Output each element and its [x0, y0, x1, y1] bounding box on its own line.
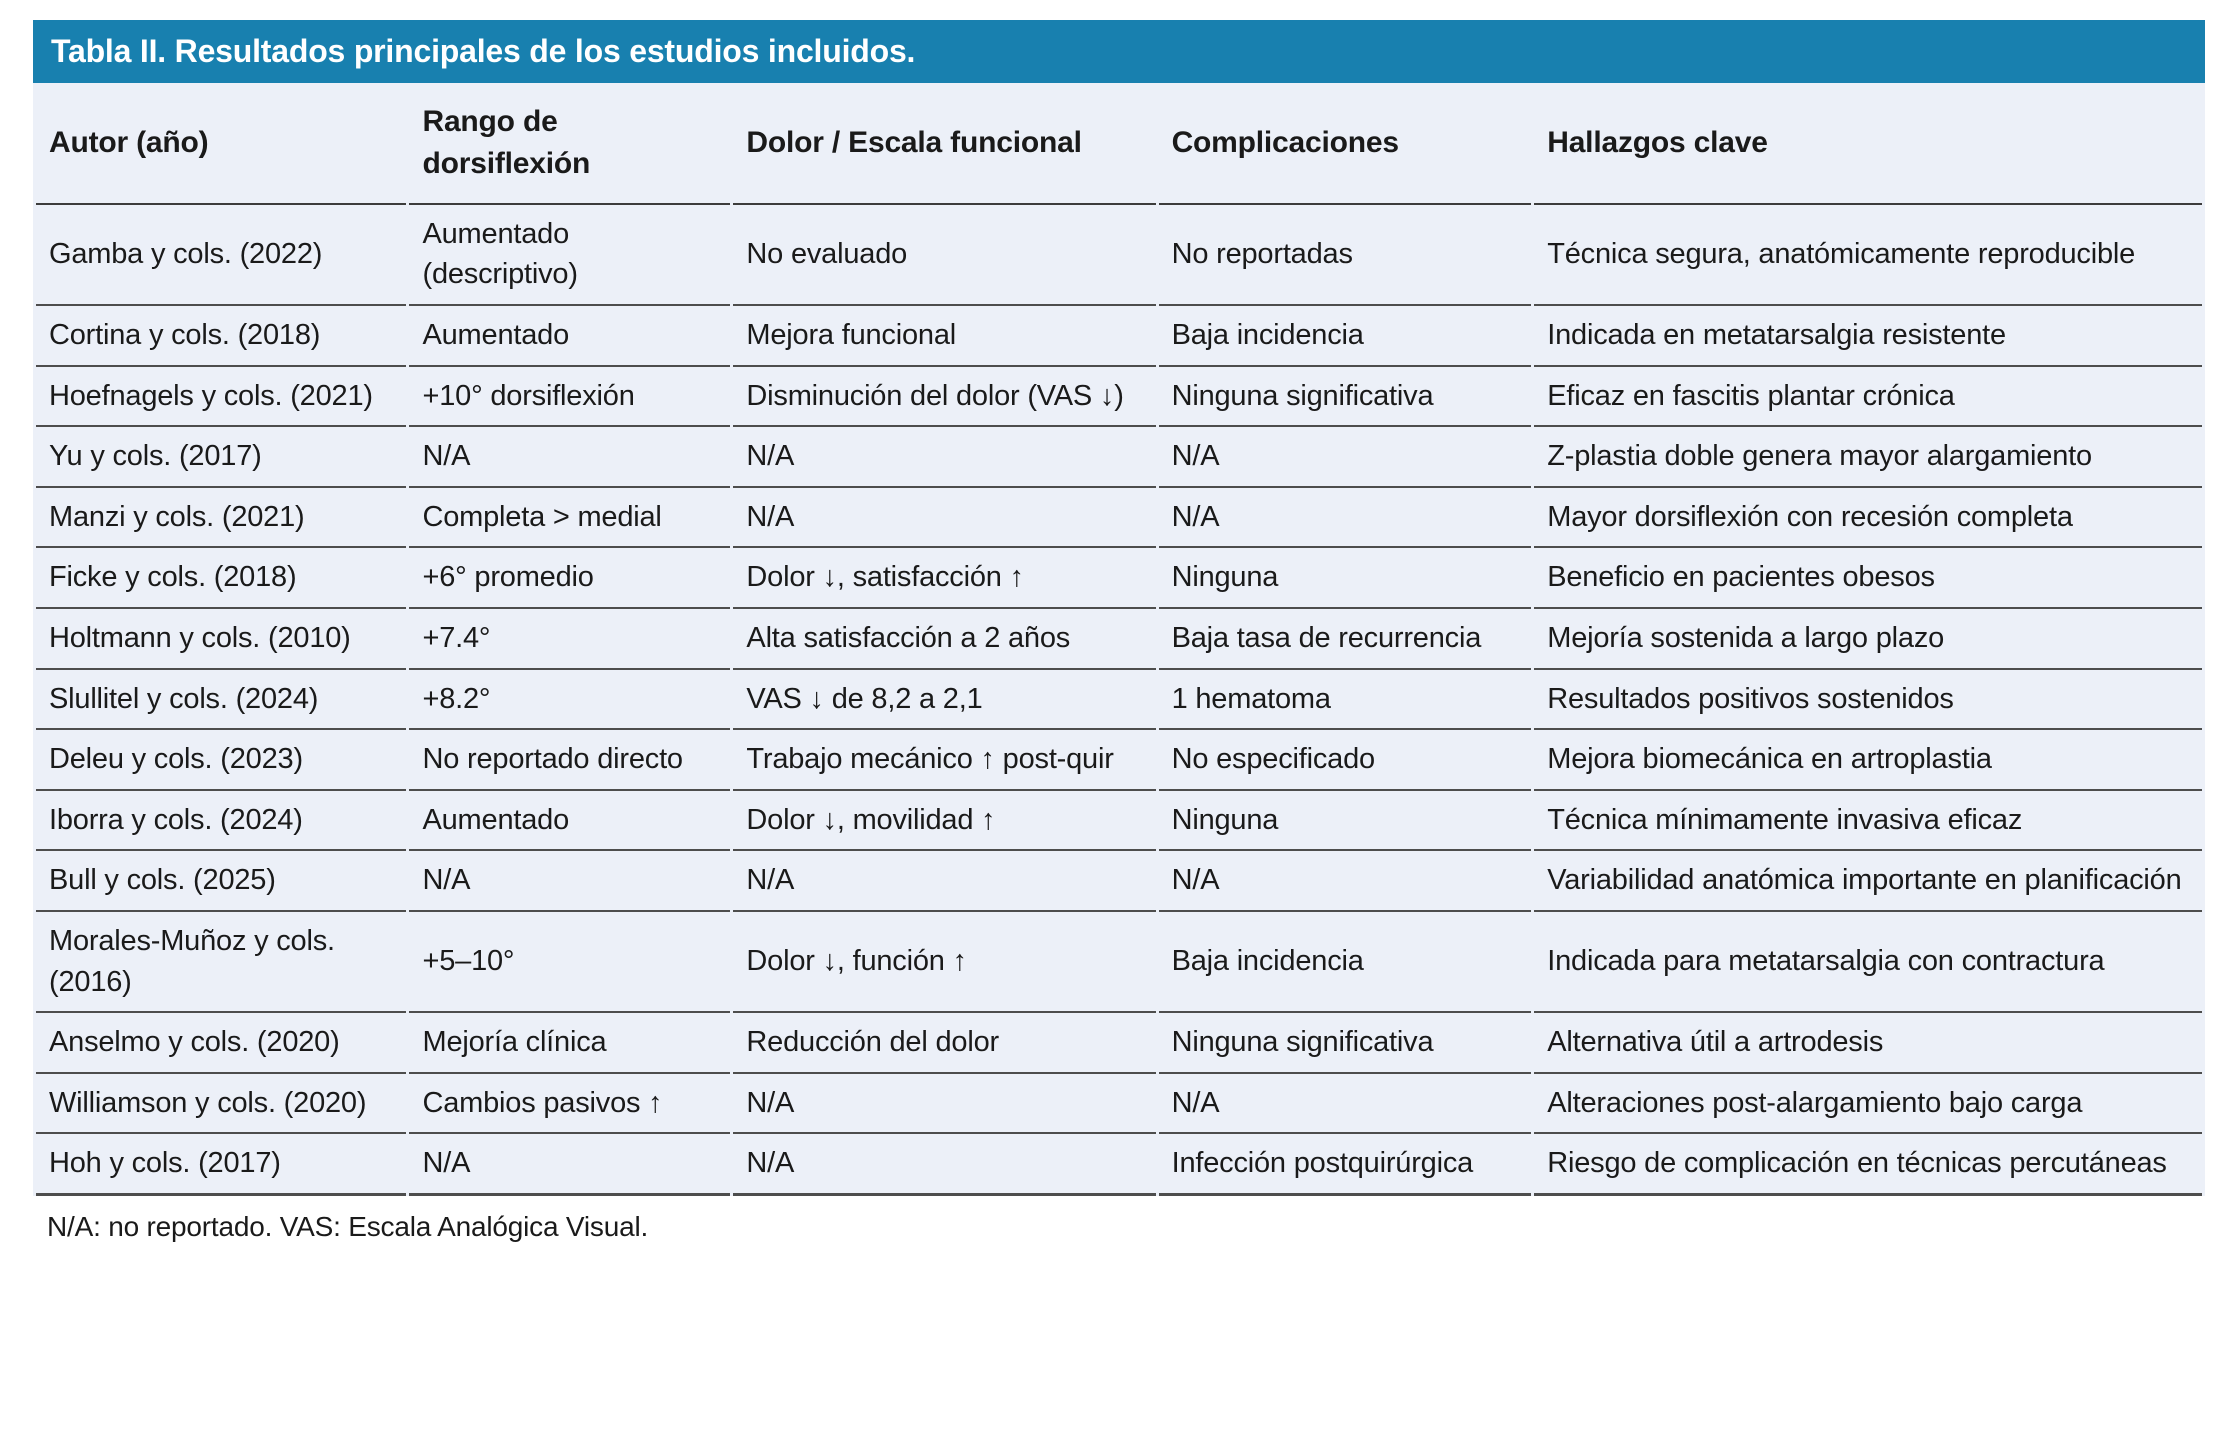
cell-complications: N/A	[1159, 851, 1532, 912]
column-header-dorsiflexion-range: Rango de dorsiflexión	[409, 83, 730, 205]
table-footnote: N/A: no reportado. VAS: Escala Analógica Visual.	[47, 1210, 649, 1242]
cell-pain-functional-scale: Dolor ↓, satisfacción ↑	[733, 548, 1155, 609]
cell-complications: Infección postquirúrgica	[1159, 1134, 1532, 1196]
cell-dorsiflexion-range: +6° promedio	[409, 548, 730, 609]
cell-complications: Ninguna significativa	[1159, 1013, 1532, 1074]
cell-key-findings: Riesgo de complicación en técnicas percutáneas	[1534, 1134, 2202, 1196]
cell-pain-functional-scale: Alta satisfacción a 2 años	[733, 609, 1155, 670]
cell-key-findings: Eficaz en fascitis plantar crónica	[1534, 367, 2202, 428]
cell-pain-functional-scale: Dolor ↓, función ↑	[733, 912, 1155, 1013]
cell-key-findings: Mayor dorsiflexión con recesión completa	[1534, 488, 2202, 549]
cell-pain-functional-scale: Dolor ↓, movilidad ↑	[733, 791, 1155, 852]
cell-author: Iborra y cols. (2024)	[36, 791, 406, 852]
cell-pain-functional-scale: N/A	[733, 1134, 1155, 1196]
cell-dorsiflexion-range: N/A	[409, 851, 730, 912]
results-table	[33, 83, 2205, 1196]
table-row	[36, 427, 2202, 488]
cell-key-findings: Indicada en metatarsalgia resistente	[1534, 306, 2202, 367]
table-row	[36, 1074, 2202, 1135]
cell-complications: No especificado	[1159, 730, 1532, 791]
cell-pain-functional-scale: VAS ↓ de 8,2 a 2,1	[733, 670, 1155, 731]
cell-author: Bull y cols. (2025)	[36, 851, 406, 912]
cell-dorsiflexion-range: Aumentado	[409, 791, 730, 852]
cell-key-findings: Alternativa útil a artrodesis	[1534, 1013, 2202, 1074]
table-row	[36, 609, 2202, 670]
table-row	[36, 1134, 2202, 1196]
cell-key-findings: Indicada para metatarsalgia con contractura	[1534, 912, 2202, 1013]
cell-author: Holtmann y cols. (2010)	[36, 609, 406, 670]
cell-pain-functional-scale: Trabajo mecánico ↑ post-quir	[733, 730, 1155, 791]
cell-key-findings: Variabilidad anatómica importante en planificación	[1534, 851, 2202, 912]
cell-complications: No reportadas	[1159, 205, 1532, 306]
cell-dorsiflexion-range: Mejoría clínica	[409, 1013, 730, 1074]
table-row	[36, 367, 2202, 428]
table-row	[36, 548, 2202, 609]
cell-complications: Ninguna significativa	[1159, 367, 1532, 428]
table-row	[36, 488, 2202, 549]
cell-author: Hoh y cols. (2017)	[36, 1134, 406, 1196]
cell-dorsiflexion-range: +5–10°	[409, 912, 730, 1013]
cell-author: Morales-Muñoz y cols. (2016)	[36, 912, 406, 1013]
cell-author: Anselmo y cols. (2020)	[36, 1013, 406, 1074]
cell-key-findings: Mejora biomecánica en artroplastia	[1534, 730, 2202, 791]
cell-author: Yu y cols. (2017)	[36, 427, 406, 488]
cell-pain-functional-scale: N/A	[733, 1074, 1155, 1135]
column-header-key-findings: Hallazgos clave	[1534, 83, 2202, 205]
cell-dorsiflexion-range: No reportado directo	[409, 730, 730, 791]
cell-pain-functional-scale: Mejora funcional	[733, 306, 1155, 367]
cell-dorsiflexion-range: +8.2°	[409, 670, 730, 731]
cell-key-findings: Z-plastia doble genera mayor alargamiento	[1534, 427, 2202, 488]
table-row	[36, 1013, 2202, 1074]
cell-author: Gamba y cols. (2022)	[36, 205, 406, 306]
cell-pain-functional-scale: N/A	[733, 427, 1155, 488]
cell-complications: 1 hematoma	[1159, 670, 1532, 731]
cell-key-findings: Técnica segura, anatómicamente reproducible	[1534, 205, 2202, 306]
table-row	[36, 912, 2202, 1013]
cell-complications: Ninguna	[1159, 791, 1532, 852]
table-row	[36, 851, 2202, 912]
column-header-complications: Complicaciones	[1159, 83, 1532, 205]
cell-pain-functional-scale: Reducción del dolor	[733, 1013, 1155, 1074]
cell-dorsiflexion-range: N/A	[409, 1134, 730, 1196]
column-header-author: Autor (año)	[36, 83, 406, 205]
table-row	[36, 791, 2202, 852]
table-row	[36, 670, 2202, 731]
table-title: Tabla II. Resultados principales de los estudios incluidos.	[51, 33, 916, 69]
cell-dorsiflexion-range: Aumentado	[409, 306, 730, 367]
cell-author: Manzi y cols. (2021)	[36, 488, 406, 549]
cell-key-findings: Beneficio en pacientes obesos	[1534, 548, 2202, 609]
cell-dorsiflexion-range: +7.4°	[409, 609, 730, 670]
cell-author: Deleu y cols. (2023)	[36, 730, 406, 791]
cell-author: Cortina y cols. (2018)	[36, 306, 406, 367]
table-row	[36, 306, 2202, 367]
header-row	[36, 83, 2202, 205]
cell-dorsiflexion-range: Completa > medial	[409, 488, 730, 549]
results-table-container	[33, 83, 2205, 1196]
cell-complications: N/A	[1159, 488, 1532, 549]
column-header-pain-functional-scale: Dolor / Escala funcional	[733, 83, 1155, 205]
cell-dorsiflexion-range: Aumentado (descriptivo)	[409, 205, 730, 306]
cell-dorsiflexion-range: +10° dorsiflexión	[409, 367, 730, 428]
cell-author: Williamson y cols. (2020)	[36, 1074, 406, 1135]
cell-pain-functional-scale: N/A	[733, 851, 1155, 912]
cell-author: Slullitel y cols. (2024)	[36, 670, 406, 731]
cell-complications: Ninguna	[1159, 548, 1532, 609]
cell-key-findings: Alteraciones post-alargamiento bajo carga	[1534, 1074, 2202, 1135]
cell-pain-functional-scale: No evaluado	[733, 205, 1155, 306]
table-body	[36, 205, 2202, 1196]
cell-complications: N/A	[1159, 427, 1532, 488]
cell-author: Ficke y cols. (2018)	[36, 548, 406, 609]
cell-dorsiflexion-range: Cambios pasivos ↑	[409, 1074, 730, 1135]
cell-complications: Baja incidencia	[1159, 306, 1532, 367]
cell-complications: N/A	[1159, 1074, 1532, 1135]
cell-pain-functional-scale: N/A	[733, 488, 1155, 549]
cell-complications: Baja incidencia	[1159, 912, 1532, 1013]
cell-key-findings: Mejoría sostenida a largo plazo	[1534, 609, 2202, 670]
table-row	[36, 205, 2202, 306]
cell-pain-functional-scale: Disminución del dolor (VAS ↓)	[733, 367, 1155, 428]
cell-author: Hoefnagels y cols. (2021)	[36, 367, 406, 428]
cell-key-findings: Técnica mínimamente invasiva eficaz	[1534, 791, 2202, 852]
table-title-bar	[33, 20, 2205, 83]
table-row	[36, 730, 2202, 791]
cell-key-findings: Resultados positivos sostenidos	[1534, 670, 2202, 731]
cell-dorsiflexion-range: N/A	[409, 427, 730, 488]
cell-complications: Baja tasa de recurrencia	[1159, 609, 1532, 670]
